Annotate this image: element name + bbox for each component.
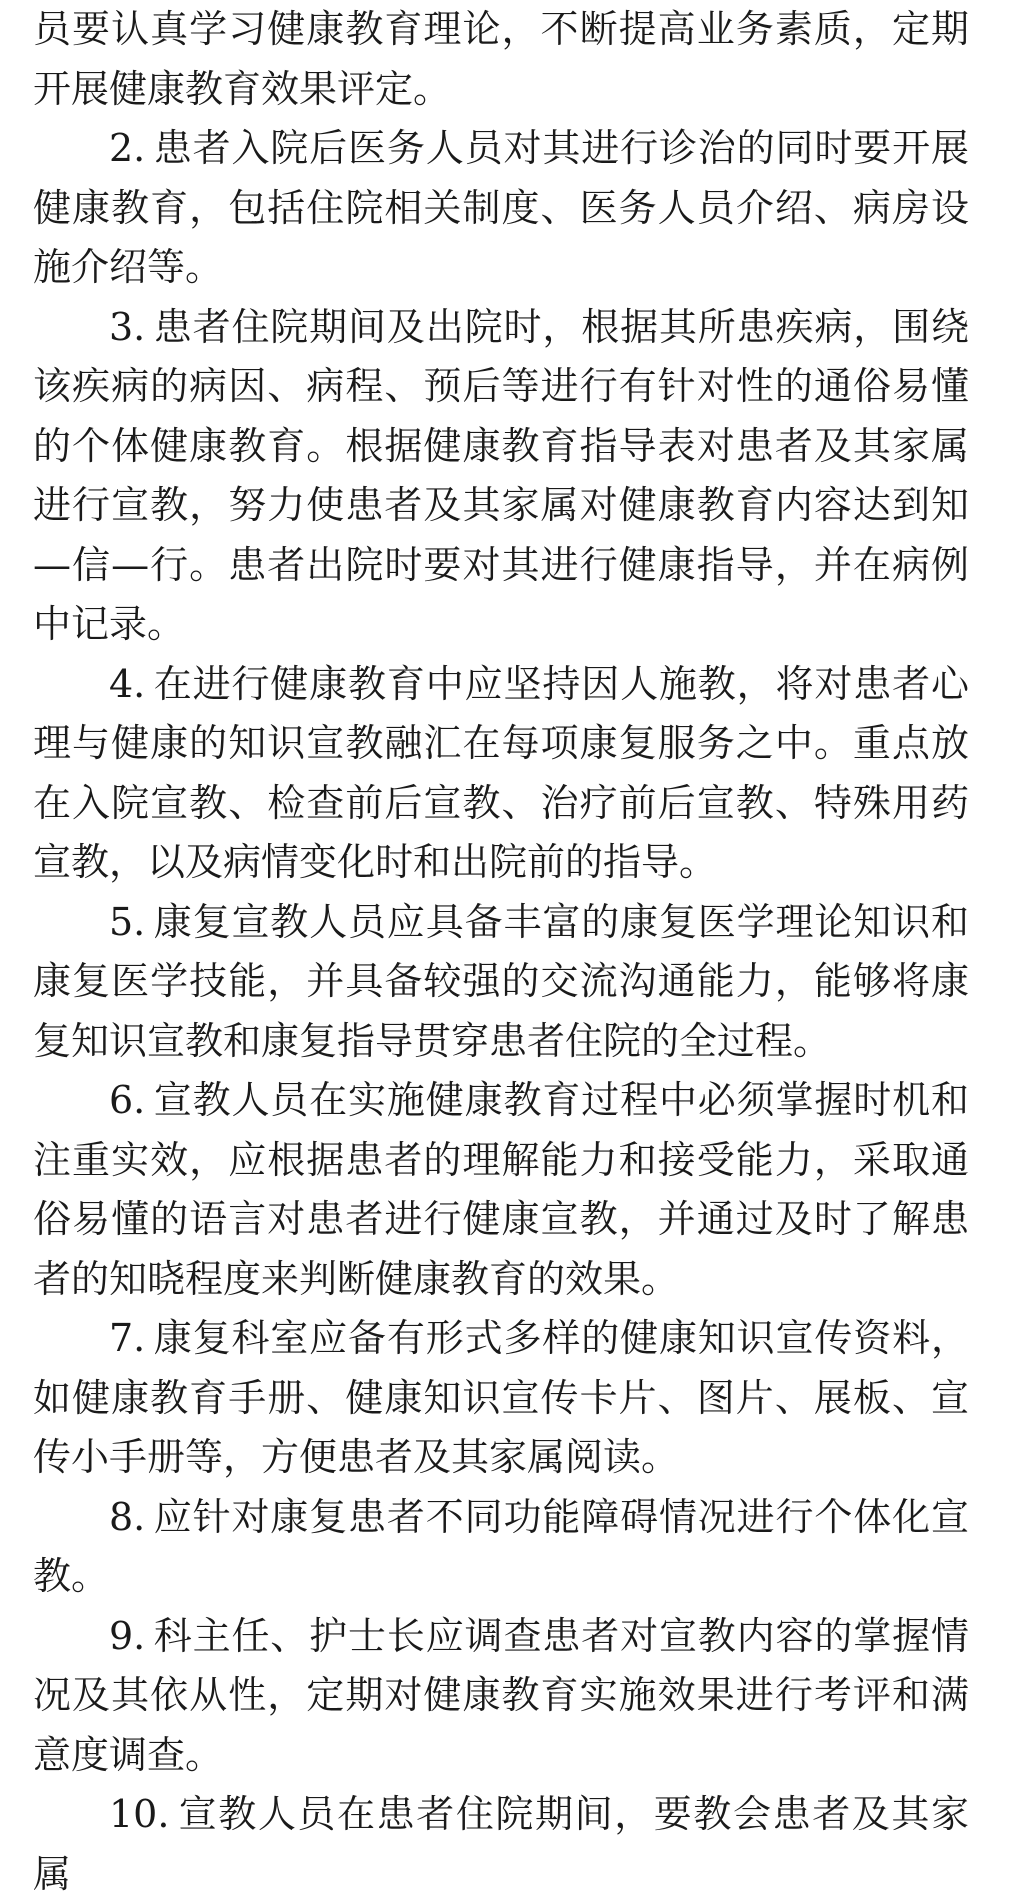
paragraph-6 — [33, 1071, 969, 1309]
paragraph-text: 应针对康复患者不同功能障碍情况进行个体化宣教。 — [33, 1494, 969, 1598]
paragraph-4 — [33, 655, 969, 893]
paragraph-number: 10. — [109, 1792, 170, 1836]
paragraph-9 — [33, 1607, 969, 1786]
paragraph-10 — [33, 1785, 969, 1904]
paragraph-7 — [33, 1309, 969, 1488]
paragraph-number: 7. — [109, 1316, 146, 1360]
paragraph-2 — [33, 119, 969, 298]
paragraph-text: 员要认真学习健康教育理论，不断提高业务素质，定期开展健康教育效果评定。 — [33, 7, 969, 111]
paragraph-text: 宣教人员在实施健康教育过程中必须掌握时机和注重实效，应根据患者的理解能力和接受能力，采取通俗易懂的语言对患者进行健康宣教，并通过及时了解患者的知晓程度来判断健康教育的效果。 — [33, 1078, 969, 1301]
paragraph-text: 康复宣教人员应具备丰富的康复医学理论知识和康复医学技能，并具备较强的交流沟通能力，能够将康复知识宣教和康复指导贯穿患者住院的全过程。 — [33, 899, 969, 1063]
paragraph-3 — [33, 298, 969, 655]
paragraph-number: 2. — [109, 126, 146, 170]
paragraph-8 — [33, 1488, 969, 1607]
paragraph-text: 宣教人员在患者住院期间，要教会患者及其家属 — [33, 1792, 969, 1896]
paragraph-number: 6. — [109, 1078, 146, 1122]
paragraph-text: 科主任、护士长应调查患者对宣教内容的掌握情况及其依从性，定期对健康教育实施效果进行考评和满意度调查。 — [33, 1613, 969, 1777]
paragraph-number: 5. — [109, 899, 146, 944]
paragraph-number: 8. — [109, 1494, 146, 1539]
paragraph-text: 在进行健康教育中应坚持因人施教，将对患者心理与健康的知识宣教融汇在每项康复服务之中。重点放在入院宣教、检查前后宣教、治疗前后宣教、特殊用药宣教，以及病情变化时和出院前的指导。 — [33, 661, 969, 884]
paragraph-5 — [33, 893, 969, 1072]
paragraph-number: 9. — [109, 1613, 146, 1658]
paragraph-1-continued — [33, 0, 969, 119]
paragraph-text: 患者住院期间及出院时，根据其所患疾病，围绕该疾病的病因、病程、预后等进行有针对性的通俗易懂的个体健康教育。根据健康教育指导表对患者及其家属进行宣教，努力使患者及其家属对健康教育内容达到知—信—行。患者出院时要对其进行健康指导，并在病例中记录。 — [33, 304, 969, 646]
paragraph-text: 患者入院后医务人员对其进行诊治的同时要开展健康教育，包括住院相关制度、医务人员介绍、病房设施介绍等。 — [33, 126, 969, 289]
paragraph-number: 3. — [109, 304, 146, 349]
paragraph-text: 康复科室应备有形式多样的健康知识宣传资料，如健康教育手册、健康知识宣传卡片、图片、展板、宣传小手册等，方便患者及其家属阅读。 — [33, 1316, 969, 1479]
paragraph-number: 4. — [109, 661, 146, 706]
